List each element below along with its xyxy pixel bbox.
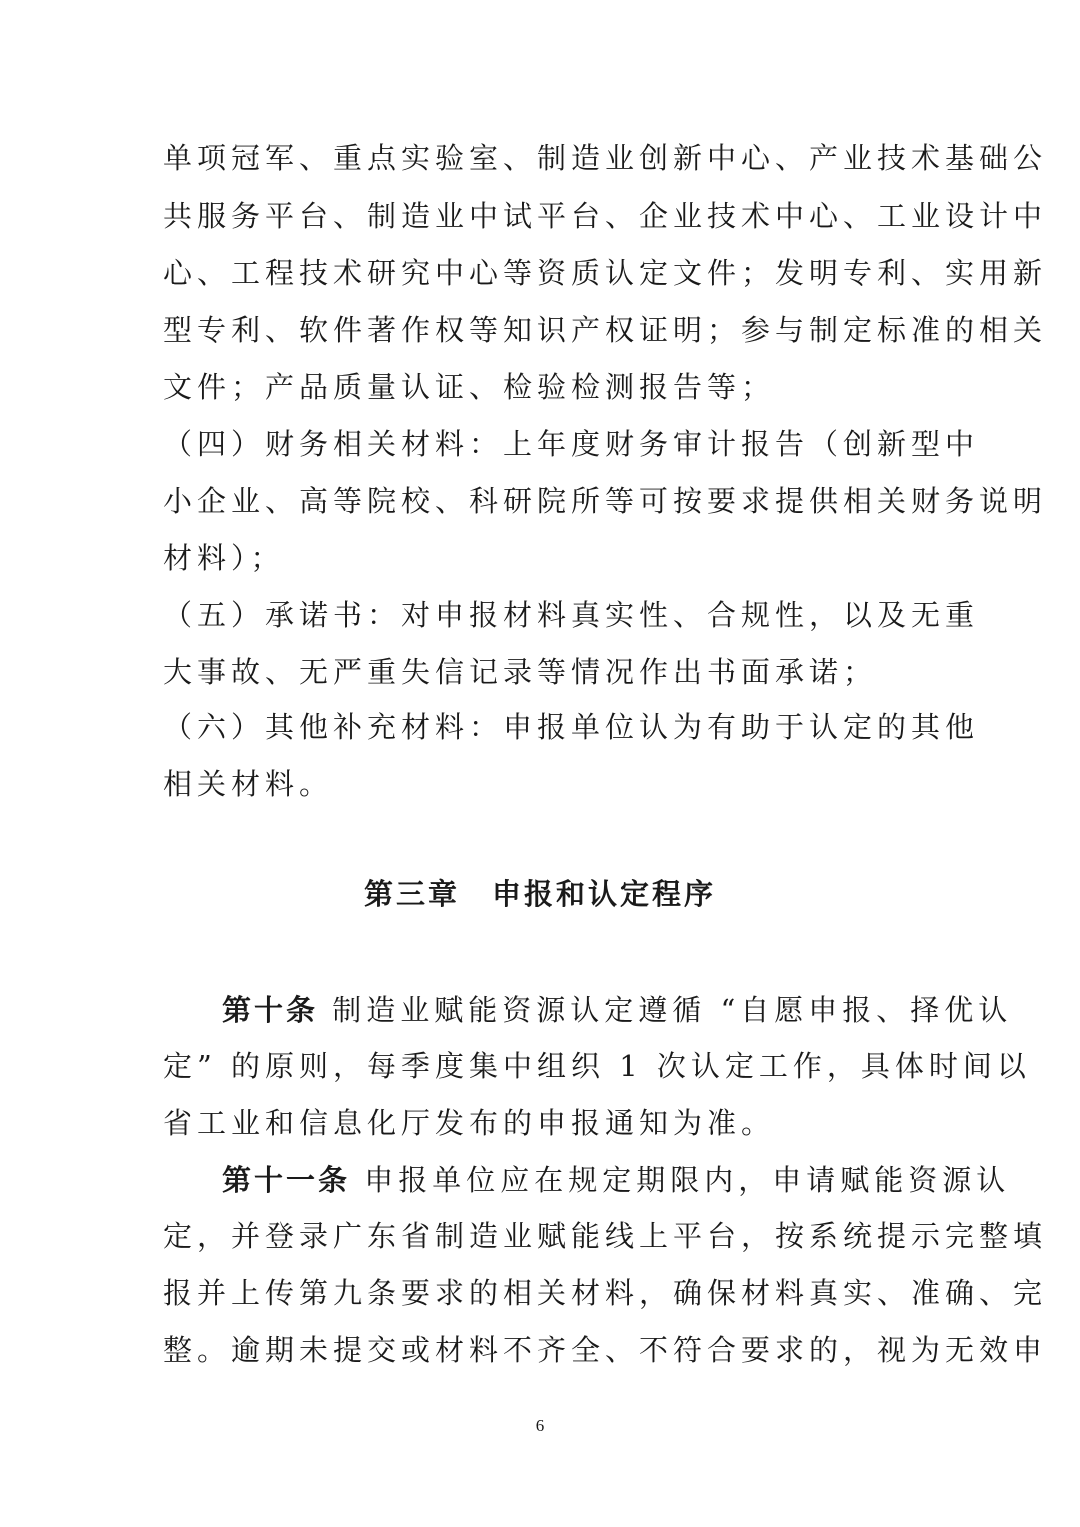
body-text-line: （五）承诺书：对申报材料真实性、合规性，以及无重 (163, 598, 980, 632)
body-text-line: 省工业和信息化厅发布的申报通知为准。 (163, 1106, 776, 1140)
article-11-text: 申报单位应在规定期限内，申请赋能资源认 (364, 1163, 1011, 1197)
body-text-line: 材料）； (163, 541, 285, 575)
body-text-line: 相关材料。 (163, 767, 334, 801)
article-10-label: 第十条 (222, 993, 319, 1027)
article-11-first-line (222, 1160, 1011, 1200)
body-text-line: 单项冠军、重点实验室、制造业创新中心、产业技术基础公 (163, 141, 1048, 175)
article-10-text: 制造业赋能资源认定遵循 “自愿申报、择优认 (332, 993, 1013, 1027)
body-text-line: 整。逾期未提交或材料不齐全、不符合要求的，视为无效申 (163, 1333, 1048, 1367)
body-text-line: 共服务平台、制造业中试平台、企业技术中心、工业设计中 (163, 199, 1048, 233)
chapter-heading: 第三章 申报和认定程序 (363, 877, 716, 911)
page-number: 6 (535, 1416, 545, 1435)
body-text-line: （四）财务相关材料：上年度财务审计报告（创新型中 (163, 427, 980, 461)
body-text-line: 心、工程技术研究中心等资质认定文件；发明专利、实用新 (163, 256, 1048, 290)
article-10-first-line (222, 990, 1013, 1030)
body-text-line: 文件；产品质量认证、检验检测报告等； (163, 370, 776, 404)
body-text-line: 型专利、软件著作权等知识产权证明；参与制定标准的相关 (163, 313, 1048, 347)
body-text-line: 报并上传第九条要求的相关材料，确保材料真实、准确、完 (163, 1276, 1048, 1310)
body-text-line: 小企业、高等院校、科研院所等可按要求提供相关财务说明 (163, 484, 1048, 518)
body-text-line: 大事故、无严重失信记录等情况作出书面承诺； (163, 655, 878, 689)
body-text-line: 定，并登录广东省制造业赋能线上平台，按系统提示完整填 (163, 1219, 1048, 1253)
body-text-line: 定” 的原则，每季度集中组织 1 次认定工作，具体时间以 (163, 1049, 1031, 1083)
article-11-label: 第十一条 (222, 1163, 351, 1197)
body-text-line: （六）其他补充材料：申报单位认为有助于认定的其他 (163, 710, 980, 744)
